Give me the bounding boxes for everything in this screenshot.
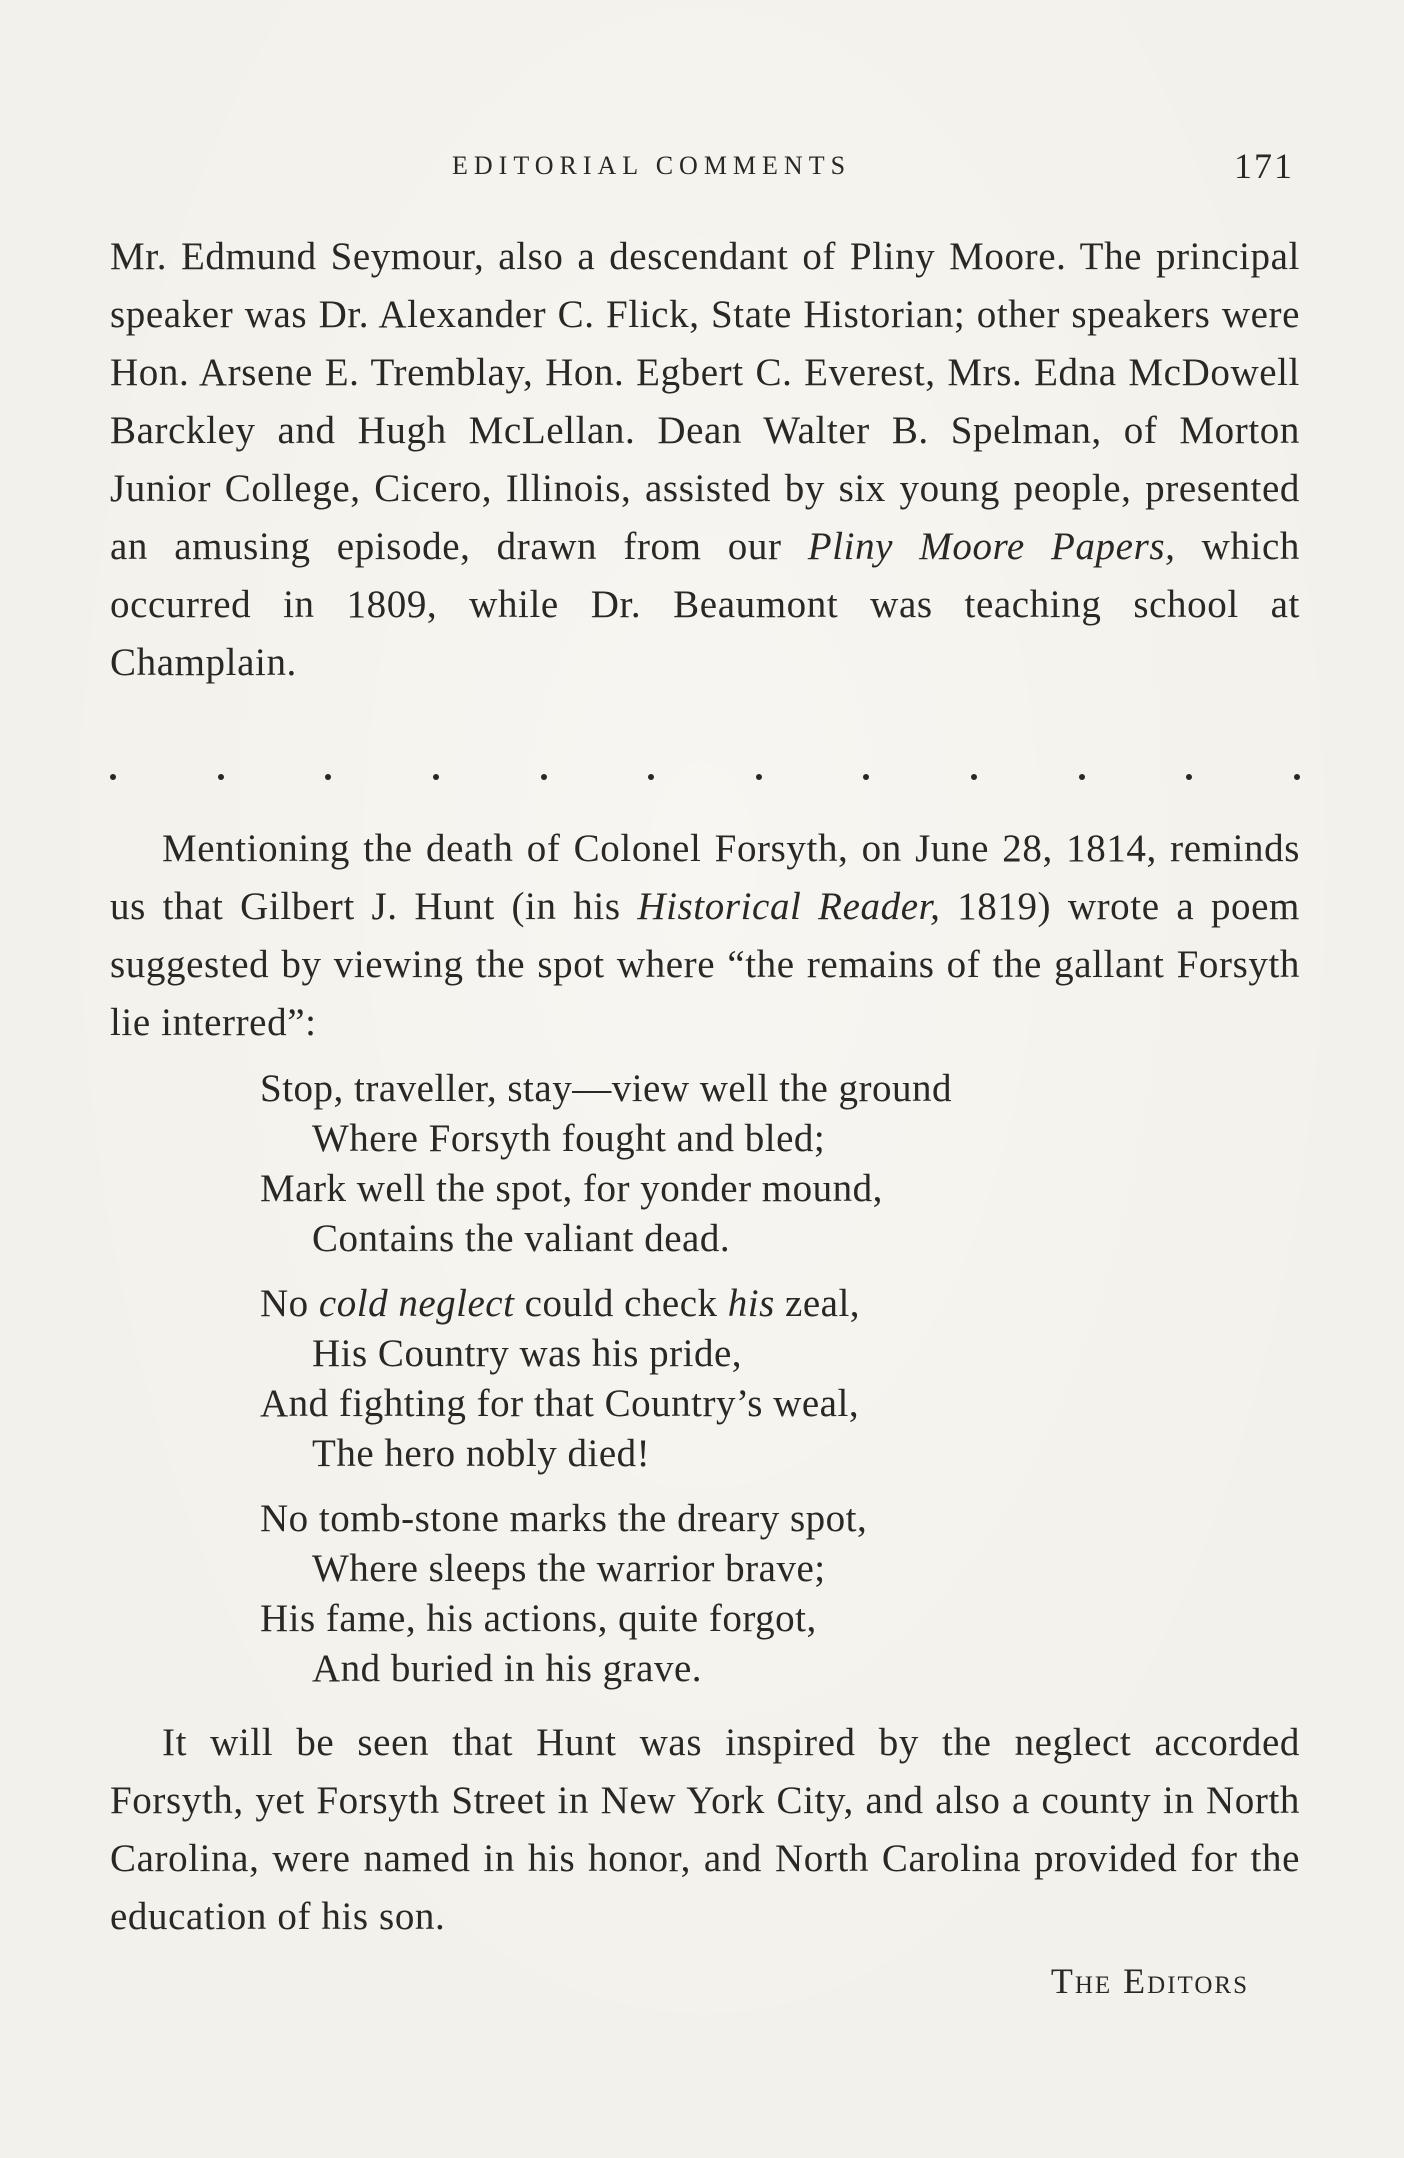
poem-stanza-3 [260,1494,1160,1694]
paragraph-text: which occurred in 1809, while Dr. Beaumont was teaching school at Champlain. [110,525,1300,684]
poem-text: No [260,1282,319,1325]
italic-title: Pliny Moore Papers, [807,525,1176,568]
poem-line: And fighting for that Country’s weal, [260,1382,860,1425]
poem-line [260,1279,1160,1329]
divider-dot [1079,774,1085,780]
paragraph-text: Mentioning the death of Colonel Forsyth, on June 28, 1814, reminds us that Gilbert J. Hunt (in his [110,827,1300,928]
poem-stanza-2 [260,1279,1160,1479]
divider-dot [541,774,547,780]
paragraph-text: It will be seen that Hunt was inspired by the neglect accorded Forsyth, yet Forsyth Street in New York City, and also a county in North Carolina, were named in his honor, and North Carolina provided for the education of his son. [110,1721,1300,1938]
poem-italic: his [727,1282,775,1325]
poem-line: And buried in his grave. [312,1647,703,1690]
poem-text: zeal, [774,1282,861,1325]
poem-line: His Country was his pride, [312,1332,743,1375]
divider-dot [218,774,224,780]
poem-text: could check [514,1282,728,1325]
italic-title: Historical Reader, [637,885,941,928]
divider-dot [433,774,439,780]
divider-dot [971,774,977,780]
section-divider-dots [110,762,1300,792]
signature: The Editors [1050,1961,1249,2001]
divider-dot [648,774,654,780]
poem-line: Contains the valiant dead. [312,1217,731,1260]
poem-line: His fame, his actions, quite forgot, [260,1597,817,1640]
divider-dot [756,774,762,780]
poem-italic: cold neglect [318,1282,515,1325]
page-number: 171 [1234,146,1294,186]
running-title: EDITORIAL COMMENTS [452,151,852,180]
divider-dot [110,774,116,780]
paragraph-forsyth [110,820,1300,1052]
paragraph-conclusion [110,1714,1300,1946]
poem-line: No tomb-stone marks the dreary spot, [260,1497,868,1540]
poem-line: Where sleeps the warrior brave; [312,1547,826,1590]
divider-dot [1294,774,1300,780]
divider-dot [1186,774,1192,780]
paragraph-text: Mr. Edmund Seymour, also a descendant of Pliny Moore. The principal speaker was Dr. Alexander C. Flick, State Historian; other speakers were Hon. Arsene E. Tremblay, Hon. Egbert C. Everest, Mrs. Edna McDowell Barckley and Hugh McLellan. Dean Walter B. Spelman, of Morton Junior College, Cicero, Illinois, assisted by six young people, presented an amusing episode, drawn from our [110,235,1300,568]
poem-line: Stop, traveller, stay—view well the ground [260,1067,953,1110]
poem-line: Where Forsyth fought and bled; [312,1117,826,1160]
poem-stanza-1 [260,1064,1160,1264]
running-head [0,146,1404,186]
divider-dot [863,774,869,780]
paragraph-text: 1819) wrote a poem suggested by viewing the spot where “the remains of the gallant Forsyth lie interred”: [110,885,1300,1044]
paragraph-seymour [110,228,1300,692]
poem-line: The hero nobly died! [312,1432,651,1475]
poem [260,1064,1160,1709]
poem-line: Mark well the spot, for yonder mound, [260,1167,883,1210]
divider-dot [325,774,331,780]
